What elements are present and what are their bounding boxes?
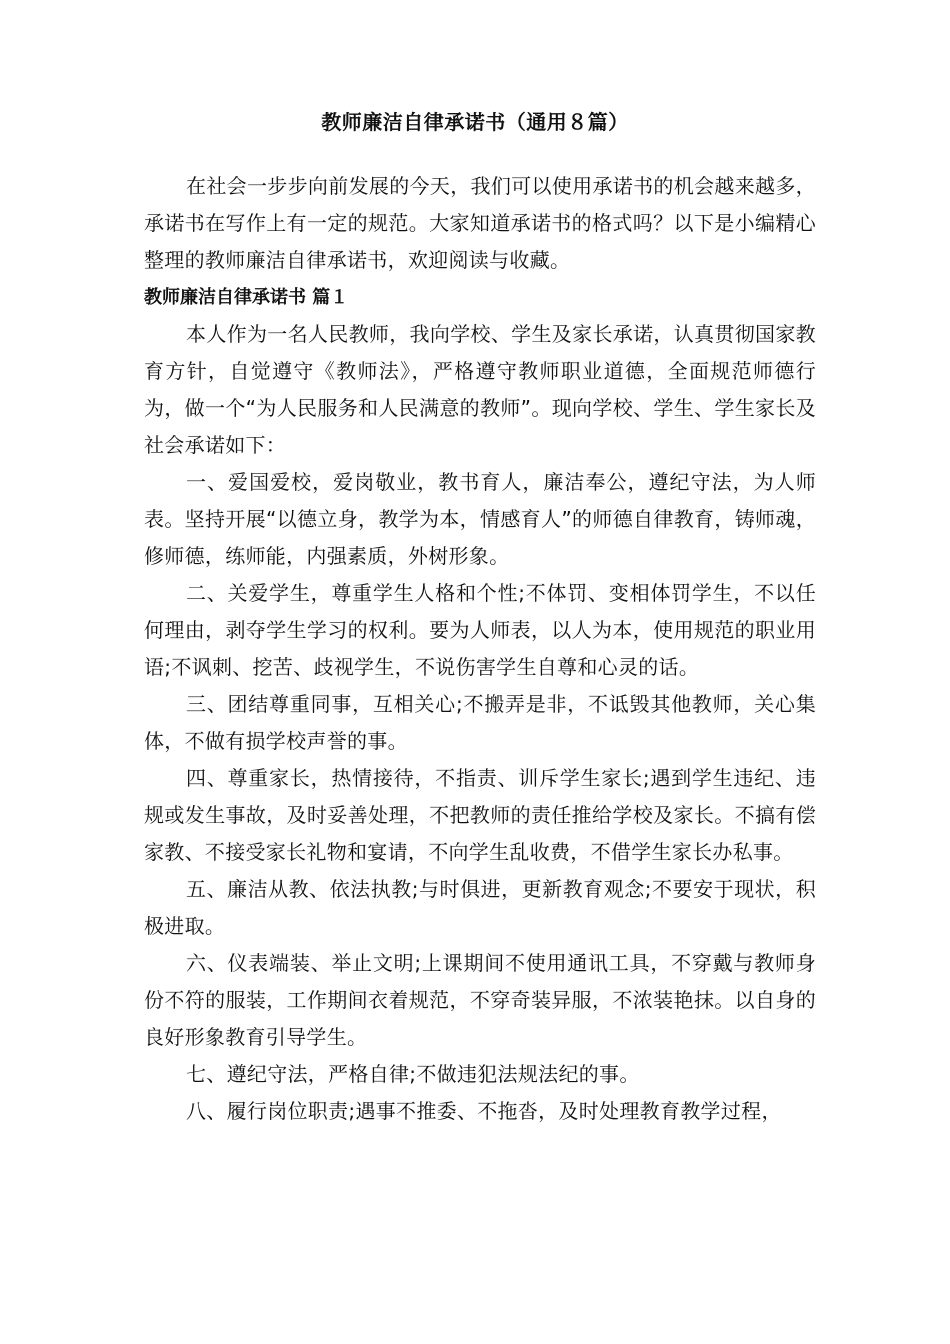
body-paragraph-item-8: 八、履行岗位职责;遇事不推委、不拖沓，及时处理教育教学过程， — [186, 1099, 782, 1123]
body-paragraph-preamble: 本人作为一名人民教师，我向学校、学生及家长承诺，认真贯彻国家教育方针，自觉遵守《教师法》，严格遵守教师职业道德，全面规范师德行为，做一个“为人民服务和人民满意的教师”。现向学校、学生、学生家长及社会承诺如下： — [144, 322, 816, 457]
body-paragraph-item-3: 三、团结尊重同事，互相关心;不搬弄是非，不诋毁其他教师，关心集体，不做有损学校声誉的事。 — [144, 692, 816, 753]
body-paragraph-item-6: 六、仪表端装、举止文明;上课期间不使用通讯工具，不穿戴与教师身份不符的服装，工作期间衣着规范，不穿奇装异服，不浓装艳抹。以自身的良好形象教育引导学生。 — [144, 951, 816, 1049]
body-paragraph-item-2: 二、关爱学生，尊重学生人格和个性;不体罚、变相体罚学生，不以任何理由，剥夺学生学习的权利。要为人师表，以人为本，使用规范的职业用语;不讽刺、挖苦、歧视学生，不说伤害学生自尊和心灵的话。 — [144, 581, 816, 679]
body-paragraph-item-1: 一、爱国爱校，爱岗敬业，教书育人，廉洁奉公，遵纪守法，为人师表。坚持开展“以德立身，教学为本，情感育人”的师德自律教育，铸师魂，修师德，练师能，内强素质，外树形象。 — [144, 470, 816, 568]
body-paragraph-item-4: 四、尊重家长，热情接待，不指责、训斥学生家长;遇到学生违纪、违规或发生事故，及时妥善处理，不把教师的责任推给学校及家长。不搞有偿家教、不接受家长礼物和宴请，不向学生乱收费，不借学生家长办私事。 — [144, 766, 816, 864]
intro-paragraph: 在社会一步步向前发展的今天，我们可以使用承诺书的机会越来越多，承诺书在写作上有一定的规范。大家知道承诺书的格式吗？以下是小编精心整理的教师廉洁自律承诺书，欢迎阅读与收藏。 — [144, 174, 816, 272]
document-title: 教师廉洁自律承诺书（通用８篇） — [321, 110, 629, 134]
section-heading: 教师廉洁自律承诺书 篇１ — [144, 287, 349, 308]
body-paragraph-item-7: 七、遵纪守法，严格自律;不做违犯法规法纪的事。 — [186, 1062, 640, 1086]
body-paragraph-item-5: 五、廉洁从教、依法执教;与时俱进，更新教育观念;不要安于现状，积极进取。 — [144, 877, 816, 938]
document-body — [144, 168, 816, 1130]
